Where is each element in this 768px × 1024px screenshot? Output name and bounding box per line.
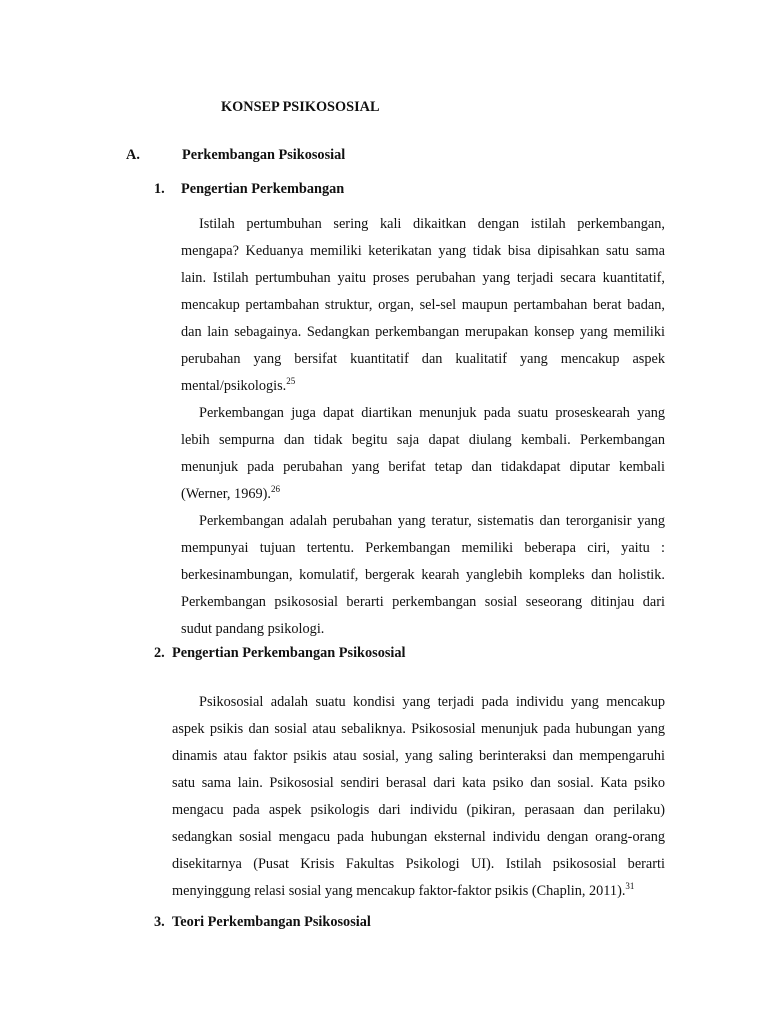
paragraph: Istilah pertumbuhan sering kali dikaitkan dengan istilah perkembangan, mengapa? Keduanya memiliki keterikatan yang tidak bisa dipisahkan satu sama lain. Istilah pertumbuhan yaitu proses perubahan yang terjadi secara kuantitatif, mencakup pertambahan struktur, organ, sel-sel maupun pertambahan berat badan, dan lain sebagainya. Sedangkan perkembangan merupakan konsep yang memiliki perubahan yang bersifat kuantitatif dan kualitatif yang mencakup aspek mental/psikologis.$^{25}$ bbox=[181, 216, 665, 394]
subsection-label: 1. bbox=[154, 181, 165, 197]
subsection-label: 2. bbox=[154, 645, 165, 661]
section-heading-a bbox=[126, 147, 682, 164]
subsection-1-body bbox=[181, 211, 665, 643]
section-title: Perkembangan Psikososial bbox=[182, 147, 346, 163]
subsection-title: Pengertian Perkembangan Psikososial bbox=[172, 645, 406, 661]
paragraph: Perkembangan adalah perubahan yang teratur, sistematis dan terorganisir yang mempunyai tujuan tertentu. Perkembangan memiliki beberapa ciri, yaitu : berkesinambungan, komulatif, bergerak kearah yanglebih kompleks dan holistik. Perkembangan psikososial berarti perkembangan sosial seseorang ditinjau dari sudut pandang psikologi. bbox=[181, 513, 665, 637]
section-label: A. bbox=[126, 147, 140, 163]
subsection-title: Pengertian Perkembangan bbox=[181, 181, 345, 197]
document-title: KONSEP PSIKOSOSIAL bbox=[221, 99, 380, 115]
paragraph: Perkembangan juga dapat diartikan menunjuk pada suatu proseskearah yang lebih sempurna dan tidak begitu saja dapat diulang kembali. Perkembangan menunjuk pada perubahan yang berifat tetap dan tidakdapat diputar kembali (Werner, 1969).$^{26}$ bbox=[181, 405, 665, 502]
subsection-heading-3 bbox=[154, 914, 371, 931]
footnote-marker: 31 bbox=[625, 881, 635, 892]
subsection-2-body bbox=[172, 689, 665, 905]
subsection-label: 3. bbox=[154, 914, 165, 930]
subsection-title: Teori Perkembangan Psikososial bbox=[172, 914, 371, 930]
paragraph: Psikososial adalah suatu kondisi yang terjadi pada individu yang mencakup aspek psikis dan sosial atau sebaliknya. Psikososial menunjuk pada hubungan yang dinamis atau faktor psikis atau sosial, yang saling berinteraksi dan mempengaruhi satu sama lain. Psikososial sendiri berasal dari kata psiko dan sosial. Kata psiko mengacu pada aspek psikologis dari individu (pikiran, perasaan dan perilaku) sedangkan sosial mengacu pada hubungan eksternal individu dengan orang-orang disekitarnya (Pusat Krisis Fakultas Psikologi UI). Istilah psikososial berarti menyinggung relasi sosial yang mencakup faktor-faktor psikis (Chaplin, 2011).$^{31}$ bbox=[172, 694, 665, 899]
footnote-marker: 26 bbox=[270, 484, 280, 495]
subsection-heading-1 bbox=[154, 181, 344, 198]
footnote-marker: 25 bbox=[286, 376, 296, 387]
subsection-heading-2 bbox=[154, 645, 406, 662]
